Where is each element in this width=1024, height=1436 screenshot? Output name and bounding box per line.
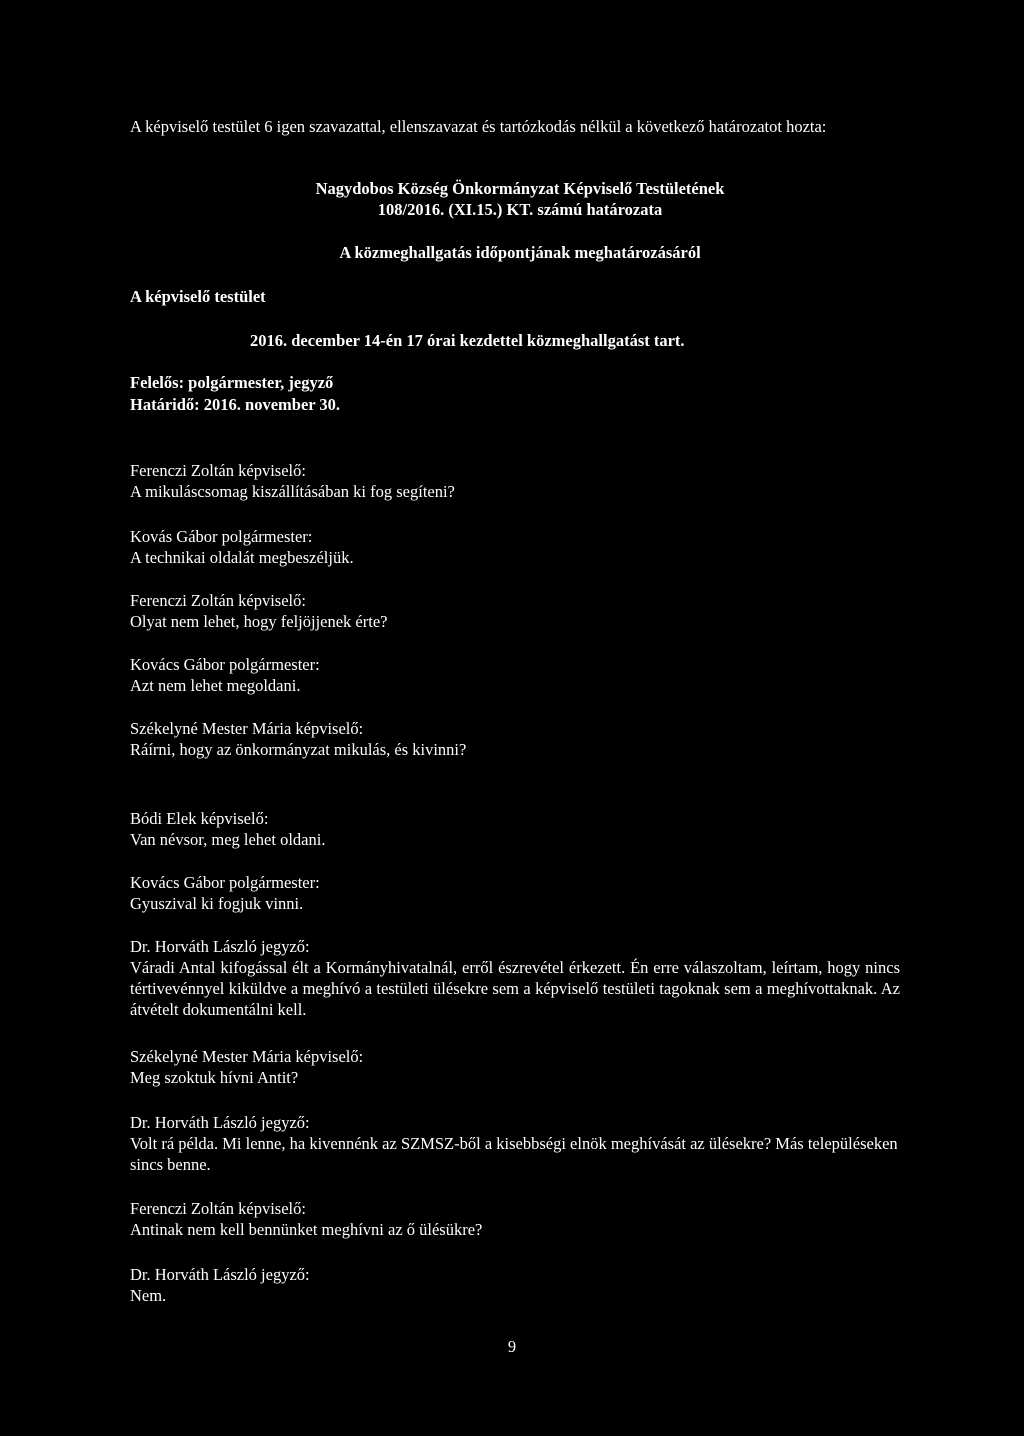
speech-text: A mikuláscsomag kiszállításában ki fog segíteni? bbox=[130, 482, 455, 501]
speech-text: Olyat nem lehet, hogy feljöjjenek érte? bbox=[130, 612, 388, 631]
speaker-name: Székelyné Mester Mária képviselő: bbox=[130, 719, 364, 738]
dialogue-entry bbox=[130, 718, 900, 760]
dialogue-entry bbox=[130, 460, 900, 502]
resolution-decision: 2016. december 14-én 17 órai kezdettel közmeghallgatást tart. bbox=[250, 331, 685, 350]
dialogue-entry bbox=[130, 590, 900, 632]
dialogue-entry bbox=[130, 1198, 900, 1240]
speech-text: A technikai oldalát megbeszéljük. bbox=[130, 548, 354, 567]
speech-text: Nem. bbox=[130, 1286, 167, 1305]
speech-text: Volt rá példa. Mi lenne, ha kivennénk az SZMSZ-ből a kisebbségi elnök meghívását az ülésekre? Más településeken sincs benne. bbox=[130, 1134, 898, 1174]
page-number: 9 bbox=[507, 1337, 517, 1356]
speech-text: Van névsor, meg lehet oldani. bbox=[130, 830, 326, 849]
dialogue-entry bbox=[130, 936, 900, 1020]
speaker-name: Bódi Elek képviselő: bbox=[130, 809, 269, 828]
dialogue-entry bbox=[130, 654, 900, 696]
speech-text: Meg szoktuk hívni Antit? bbox=[130, 1068, 299, 1087]
speech-text: Váradi Antal kifogással élt a Kormányhivatalnál, erről észrevétel érkezett. Én erre válaszoltam, leírtam, hogy nincs tértivevénnyel kiküldve a meghívó a testületi ülésekre sem a képviselő testületi tagoknak sem a meghívottaknak. Az átvételt dokumentálni kell. bbox=[130, 958, 900, 1019]
dialogue-entry bbox=[130, 526, 900, 568]
speaker-name: Ferenczi Zoltán képviselő: bbox=[130, 461, 306, 480]
resolution-responsible: Felelős: polgármester, jegyző bbox=[130, 373, 334, 392]
resolution-deadline: Határidő: 2016. november 30. bbox=[130, 395, 341, 414]
speaker-name: Ferenczi Zoltán képviselő: bbox=[130, 591, 306, 610]
resolution-heading bbox=[280, 178, 760, 220]
dialogue-entry bbox=[130, 808, 900, 850]
speech-text: Azt nem lehet megoldani. bbox=[130, 676, 301, 695]
speech-text: Antinak nem kell bennünket meghívni az ő ülésükre? bbox=[130, 1220, 483, 1239]
speaker-name: Kovács Gábor polgármester: bbox=[130, 655, 320, 674]
speaker-name: Székelyné Mester Mária képviselő: bbox=[130, 1047, 364, 1066]
speaker-name: Dr. Horváth László jegyző: bbox=[130, 1113, 310, 1132]
resolution-subject: A közmeghallgatás időpontjának meghatározásáról bbox=[339, 243, 701, 262]
resolution-body-label: A képviselő testület bbox=[130, 287, 266, 306]
speaker-name: Kovás Gábor polgármester: bbox=[130, 527, 313, 546]
speaker-name: Dr. Horváth László jegyző: bbox=[130, 937, 310, 956]
speaker-name: Dr. Horváth László jegyző: bbox=[130, 1265, 310, 1284]
speaker-name: Kovács Gábor polgármester: bbox=[130, 873, 320, 892]
dialogue-entry bbox=[130, 1046, 900, 1088]
speech-text: Ráírni, hogy az önkormányzat mikulás, és kivinni? bbox=[130, 740, 467, 759]
dialogue-entry bbox=[130, 1112, 900, 1175]
resolution-number: 108/2016. (XI.15.) KT. számú határozata bbox=[377, 200, 663, 219]
dialogue-entry bbox=[130, 1264, 900, 1306]
resolution-issuer: Nagydobos Község Önkormányzat Képviselő Testületének bbox=[315, 179, 725, 198]
dialogue-entry bbox=[130, 872, 900, 914]
speaker-name: Ferenczi Zoltán képviselő: bbox=[130, 1199, 306, 1218]
speech-text: Gyuszival ki fogjuk vinni. bbox=[130, 894, 304, 913]
intro-paragraph: A képviselő testület 6 igen szavazattal, ellenszavazat és tartózkodás nélkül a következő határozatot hozta: bbox=[130, 117, 827, 136]
